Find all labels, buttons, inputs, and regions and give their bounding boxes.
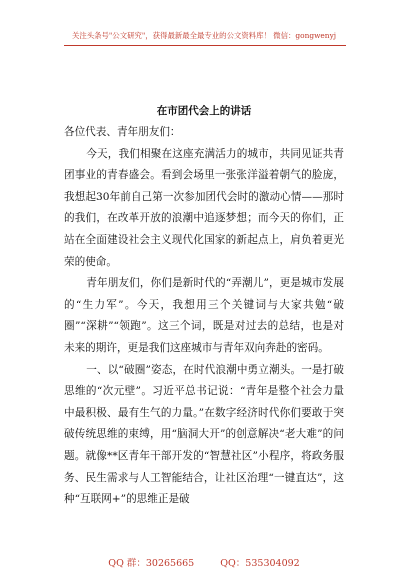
footer-qq: QQ：535304092 bbox=[220, 558, 300, 569]
paragraph: 今天，我们相聚在这座充满活力的城市，共同见证共青团事业的青春盛会。看到会场里一张张洋溢着朝气的脸庞，我想起30年前自己第一次参加团代会时的激动心情——那时的我们，在改革开放的浪潮中追逐梦想；而今天的你们，正站在全面建设社会主义现代化国家的新起点上，肩负着更光荣的使命。 bbox=[64, 147, 344, 268]
paragraph: 青年朋友们，你们是新时代的“弄潮儿”，更是城市发展的“生力军”。今天，我想用三个关键词与大家共勉“破圈”“深耕”“领跑”。这三个词，既是对过去的总结，也是对未来的期许，更是我们这座城市与青年双向奔赴的密码。 bbox=[64, 277, 344, 354]
paragraph: 一、以“破圈”姿态，在时代浪潮中勇立潮头。一是打破思维的“次元壁”。习近平总书记说：“青年是整个社会力量中最积极、最有生气的力量。”在数字经济时代你们要敢于突破传统思维的束缚，用“脑洞大开”的创意解决“老大难”的问题。就像**区青年干部开发的“智慧社区”小程序，将政务服务、民生需求与人工智能结合，让社区治理“一键直达”，这种“互联网+”的思维正是破 bbox=[64, 363, 344, 506]
document-body bbox=[64, 122, 344, 511]
document-title: 在市团代会上的讲话 bbox=[156, 105, 252, 117]
header-divider bbox=[64, 45, 346, 46]
header-banner: 关注头条号"公文研究"，获得最新最全最专业的公文资料库！ 微信：gongwenyj bbox=[71, 31, 337, 40]
footer bbox=[0, 555, 408, 569]
salutation: 各位代表、青年朋友们： bbox=[64, 126, 181, 138]
footer-qq-group: QQ 群：30265665 bbox=[108, 558, 195, 569]
